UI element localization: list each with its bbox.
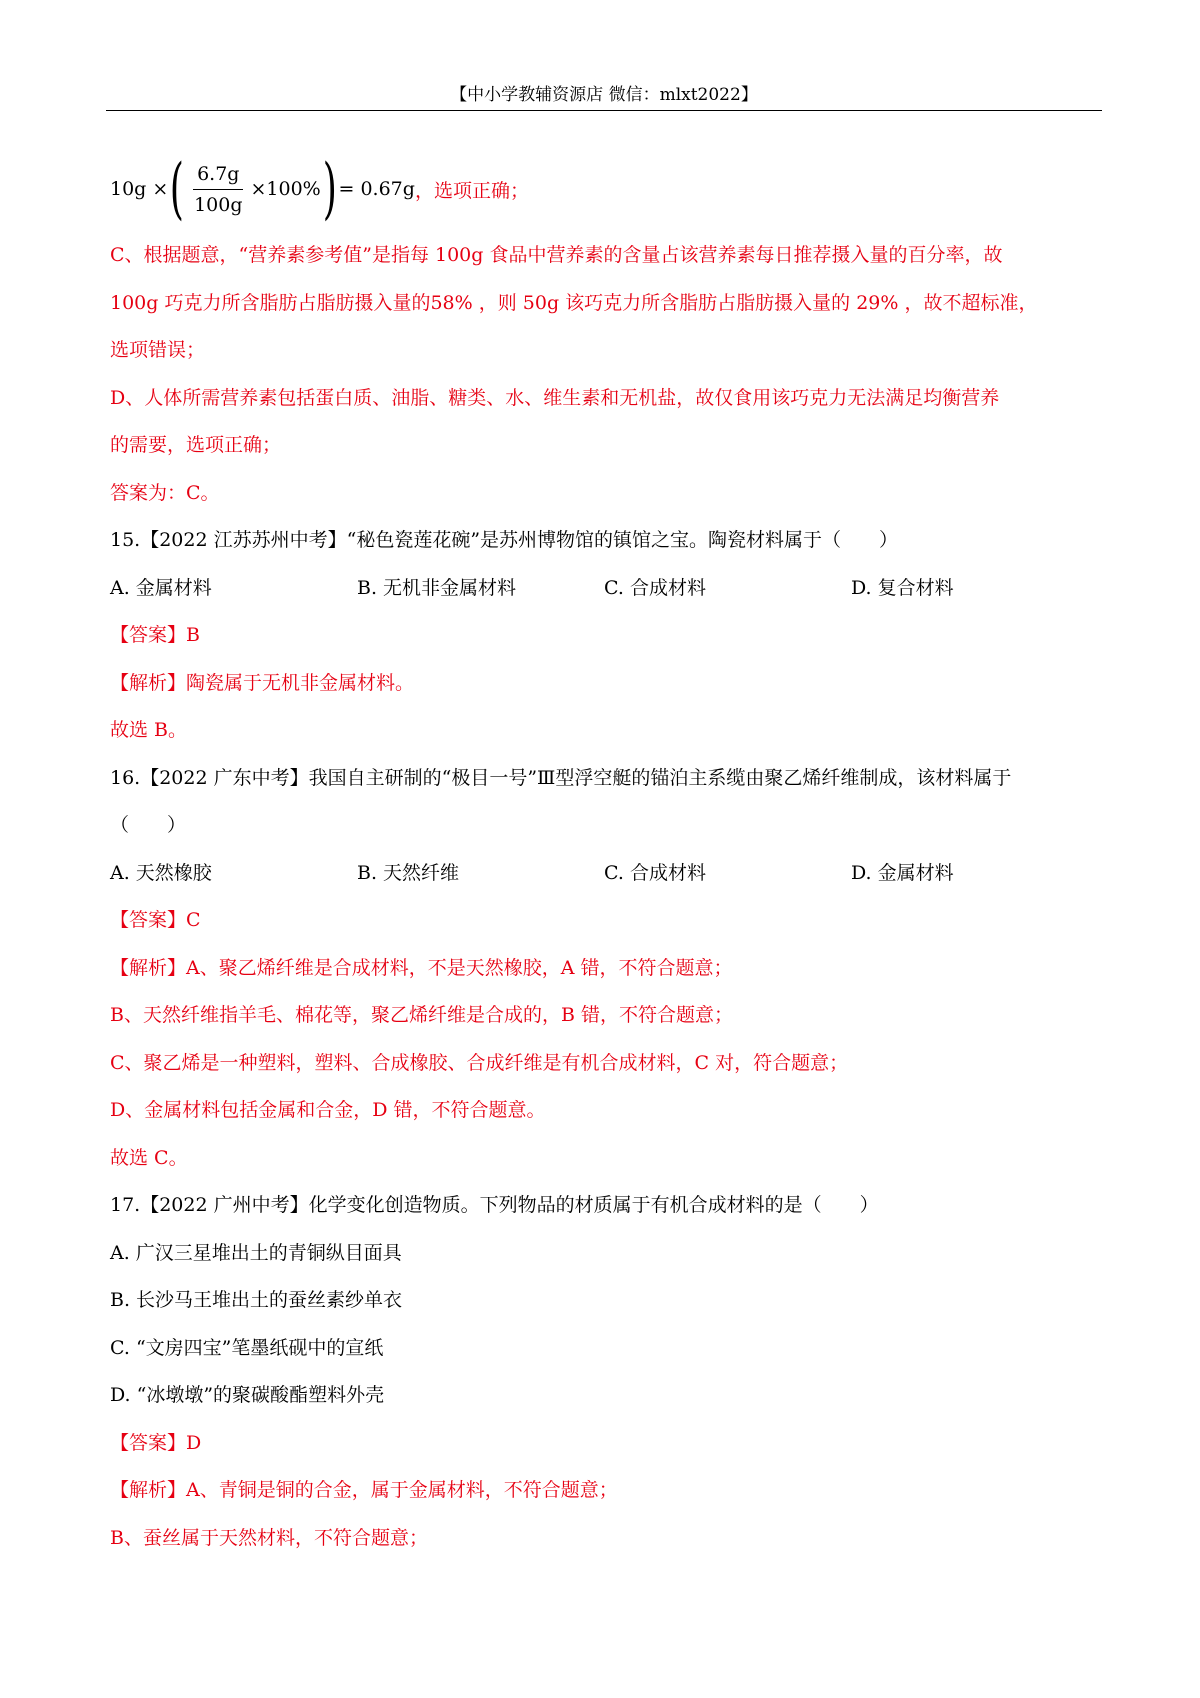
q15-conclusion: 故选 B。: [110, 719, 188, 741]
q14-analysis-c-line1: C、根据题意，“营养素参考值”是指每 100g 食品中营养素的含量占该营养素每日推荐摄入量的百分率，故: [110, 244, 1003, 266]
q17-option-a: A. 广汉三星堆出土的青铜纵目面具: [110, 1241, 402, 1264]
formula-result: = 0.67g: [338, 178, 415, 200]
formula-note: ，选项正确；: [414, 179, 529, 202]
q17-analysis-a: 【解析】A、青铜是铜的合金，属于金属材料，不符合题意；: [110, 1479, 618, 1501]
q16-options: [110, 850, 1100, 898]
q16-option-c: C. 合成材料: [604, 861, 706, 884]
q16-stem-line1: 16.【2022 广东中考】我国自主研制的“极目一号”Ⅲ型浮空艇的锚泊主系缆由聚乙烯纤维制成，该材料属于: [110, 766, 1012, 789]
q15-analysis: 【解析】陶瓷属于无机非金属材料。: [110, 671, 415, 694]
page-header: 【中小学教辅资源店 微信：mlxt2022】: [450, 85, 758, 105]
q16-option-d: D. 金属材料: [851, 861, 954, 884]
q15-option-b: B. 无机非金属材料: [357, 576, 517, 599]
q15-option-d: D. 复合材料: [851, 576, 954, 599]
fraction-denominator: 100g: [194, 193, 243, 216]
document-body: [110, 150, 1100, 1562]
q17-option-b: B. 长沙马王堆出土的蚕丝素纱单衣: [110, 1289, 403, 1311]
q14-answer-line: 答案为：C。: [110, 481, 220, 504]
q16-analysis-a: 【解析】A、聚乙烯纤维是合成材料，不是天然橡胶，A 错，不符合题意；: [110, 956, 733, 979]
q16-answer: 【答案】C: [110, 909, 201, 931]
formula-percent: ×100%: [250, 178, 321, 200]
fraction-numerator: 6.7g: [193, 161, 243, 190]
q15-option-c: C. 合成材料: [604, 576, 706, 599]
q17-option-c: C. “文房四宝”笔墨纸砚中的宣纸: [110, 1336, 384, 1359]
q14-analysis-d-line1: D、人体所需营养素包括蛋白质、油脂、糖类、水、维生素和无机盐，故仅食用该巧克力无法满足均衡营养: [110, 386, 1000, 409]
header-rule: [106, 110, 1102, 111]
q15-options: [110, 565, 1100, 613]
q16-analysis-b: B、天然纤维指羊毛、棉花等，聚乙烯纤维是合成的，B 错，不符合题意；: [110, 1004, 733, 1026]
q17-answer: 【答案】D: [110, 1431, 202, 1454]
q17-option-d: D. “冰墩墩”的聚碳酸酯塑料外壳: [110, 1384, 385, 1406]
q16-option-a: A. 天然橡胶: [110, 861, 212, 884]
q15-stem: 15.【2022 江苏苏州中考】“秘色瓷莲花碗”是苏州博物馆的镇馆之宝。陶瓷材料属于（ ）: [110, 529, 899, 551]
left-paren: (: [170, 150, 185, 227]
q14-analysis-c-line2: 100g 巧克力所含脂肪占脂肪摄入量的58% ，则 50g 该巧克力所含脂肪占脂肪摄入量的 29% ，故不超标准，: [110, 291, 1038, 314]
fraction: [190, 161, 246, 218]
q16-option-b: B. 天然纤维: [357, 861, 460, 884]
q16-analysis-d: D、金属材料包括金属和合金，D 错，不符合题意。: [110, 1099, 546, 1121]
q14-analysis-c-line3: 选项错误；: [110, 339, 206, 361]
q16-conclusion: 故选 C。: [110, 1146, 188, 1169]
q16-analysis-c: C、聚乙烯是一种塑料，塑料、合成橡胶、合成纤维是有机合成材料，C 对，符合题意；: [110, 1051, 849, 1074]
q17-analysis-b: B、蚕丝属于天然材料，不符合题意；: [110, 1526, 428, 1549]
q16-stem-line2: （ ）: [110, 814, 187, 836]
right-paren: ): [322, 150, 337, 227]
q14-analysis-d-line2: 的需要，选项正确；: [110, 434, 282, 456]
q15-option-a: A. 金属材料: [110, 576, 212, 599]
q17-stem: 17.【2022 广州中考】化学变化创造物质。下列物品的材质属于有机合成材料的是（ ）: [110, 1194, 879, 1216]
formula-left: 10g ×: [110, 178, 169, 200]
formula-line: [110, 150, 1100, 227]
q15-answer: 【答案】B: [110, 624, 200, 646]
